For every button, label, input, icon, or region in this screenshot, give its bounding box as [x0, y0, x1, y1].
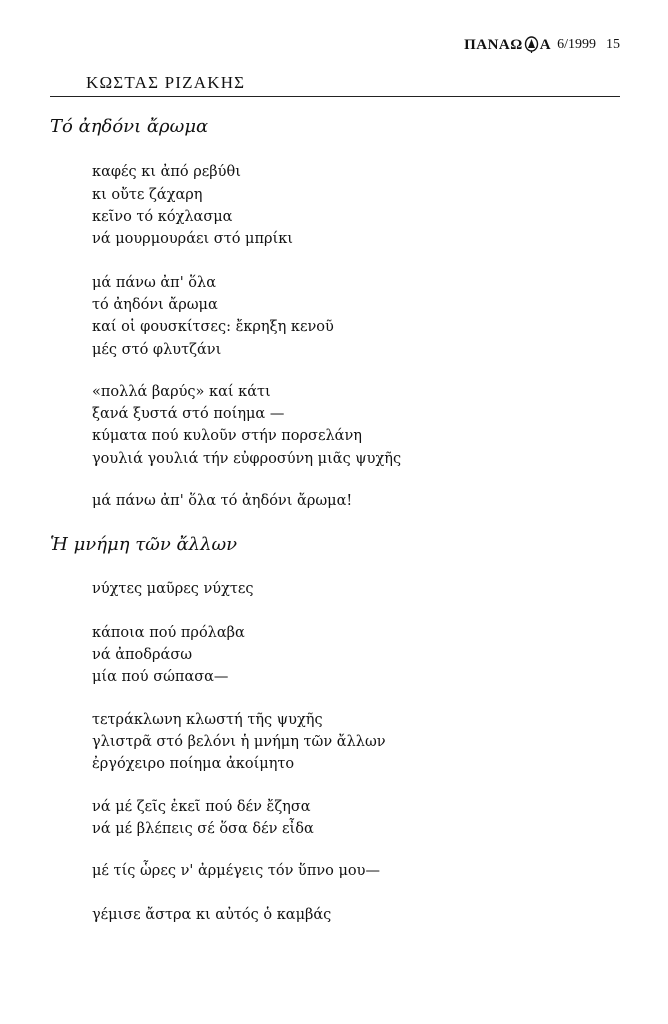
poem-line: γέμισε ἄστρα κι αὐτός ὁ καμβάς: [92, 907, 332, 923]
poem-line: μία πού σώπασα—: [92, 669, 229, 685]
header-divider: [50, 96, 620, 97]
poem-line: τό ἀηδόνι ἄρωμα: [92, 297, 218, 313]
journal-name-part-2: Α: [539, 36, 552, 53]
poem-line: ἐργόχειρο ποίημα ἀκοίμητο: [92, 756, 295, 772]
author-name: ΚΩΣΤΑΣ ΡΙΖΑΚΗΣ: [86, 73, 246, 92]
poem-line: νά ἀποδράσω: [92, 647, 193, 663]
poem-line: ξανά ξυστά στό ποίημα —: [92, 406, 285, 422]
journal-name-part-1: ΠΑΝΑΩ: [464, 36, 523, 53]
poem-line: κάποια πού πρόλαβα: [92, 625, 245, 641]
poem-line: κύματα πού κυλοῦν στήν πορσελάνη: [92, 428, 362, 444]
poem-line: μά πάνω ἀπ' ὅλα τό ἀηδόνι ἄρωμα!: [92, 493, 353, 509]
poem-line: γλιστρᾶ στό βελόνι ἡ μνήμη τῶν ἄλλων: [92, 734, 386, 750]
poem-line: μές στό φλυτζάνι: [92, 342, 222, 358]
owl-logo-icon: [524, 35, 539, 53]
poem-line: νά μέ βλέπεις σέ ὅσα δέν εἶδα: [92, 821, 314, 837]
poem-line: γουλιά γουλιά τήν εὐφροσύνη μιᾶς ψυχῆς: [92, 451, 402, 467]
poem-line: μά πάνω ἀπ' ὅλα: [92, 275, 217, 291]
poem-line: μέ τίς ὧρες ν' ἀρμέγεις τόν ὕπνο μου—: [92, 863, 380, 879]
poem-line: νά μέ ζεῖς ἐκεῖ πού δέν ἔζησα: [92, 799, 311, 815]
page-number: 15: [606, 37, 620, 52]
issue-number: 6/1999: [557, 37, 596, 52]
poem-line: νύχτες μαῦρες νύχτες: [92, 581, 254, 597]
poem-line: νά μουρμουράει στό μπρίκι: [92, 231, 293, 247]
poem-line: τετράκλωνη κλωστή τῆς ψυχῆς: [92, 712, 323, 728]
poem-line: καφές κι ἀπό ρεβύθι: [92, 164, 241, 180]
poem-line: κι οὔτε ζάχαρη: [92, 187, 203, 203]
journal-name: [464, 36, 551, 54]
poem-title: Τό ἀηδόνι ἄρωμα: [50, 116, 209, 137]
poem-title: Ἡ μνήμη τῶν ἄλλων: [50, 534, 238, 555]
poem-line: καί οἱ φουσκίτσες: ἔκρηξη κενοῦ: [92, 319, 334, 335]
running-header: [464, 36, 620, 54]
poem-line: «πολλά βαρύς» καί κάτι: [92, 384, 271, 400]
poem-line: κεῖνο τό κόχλασμα: [92, 209, 233, 225]
